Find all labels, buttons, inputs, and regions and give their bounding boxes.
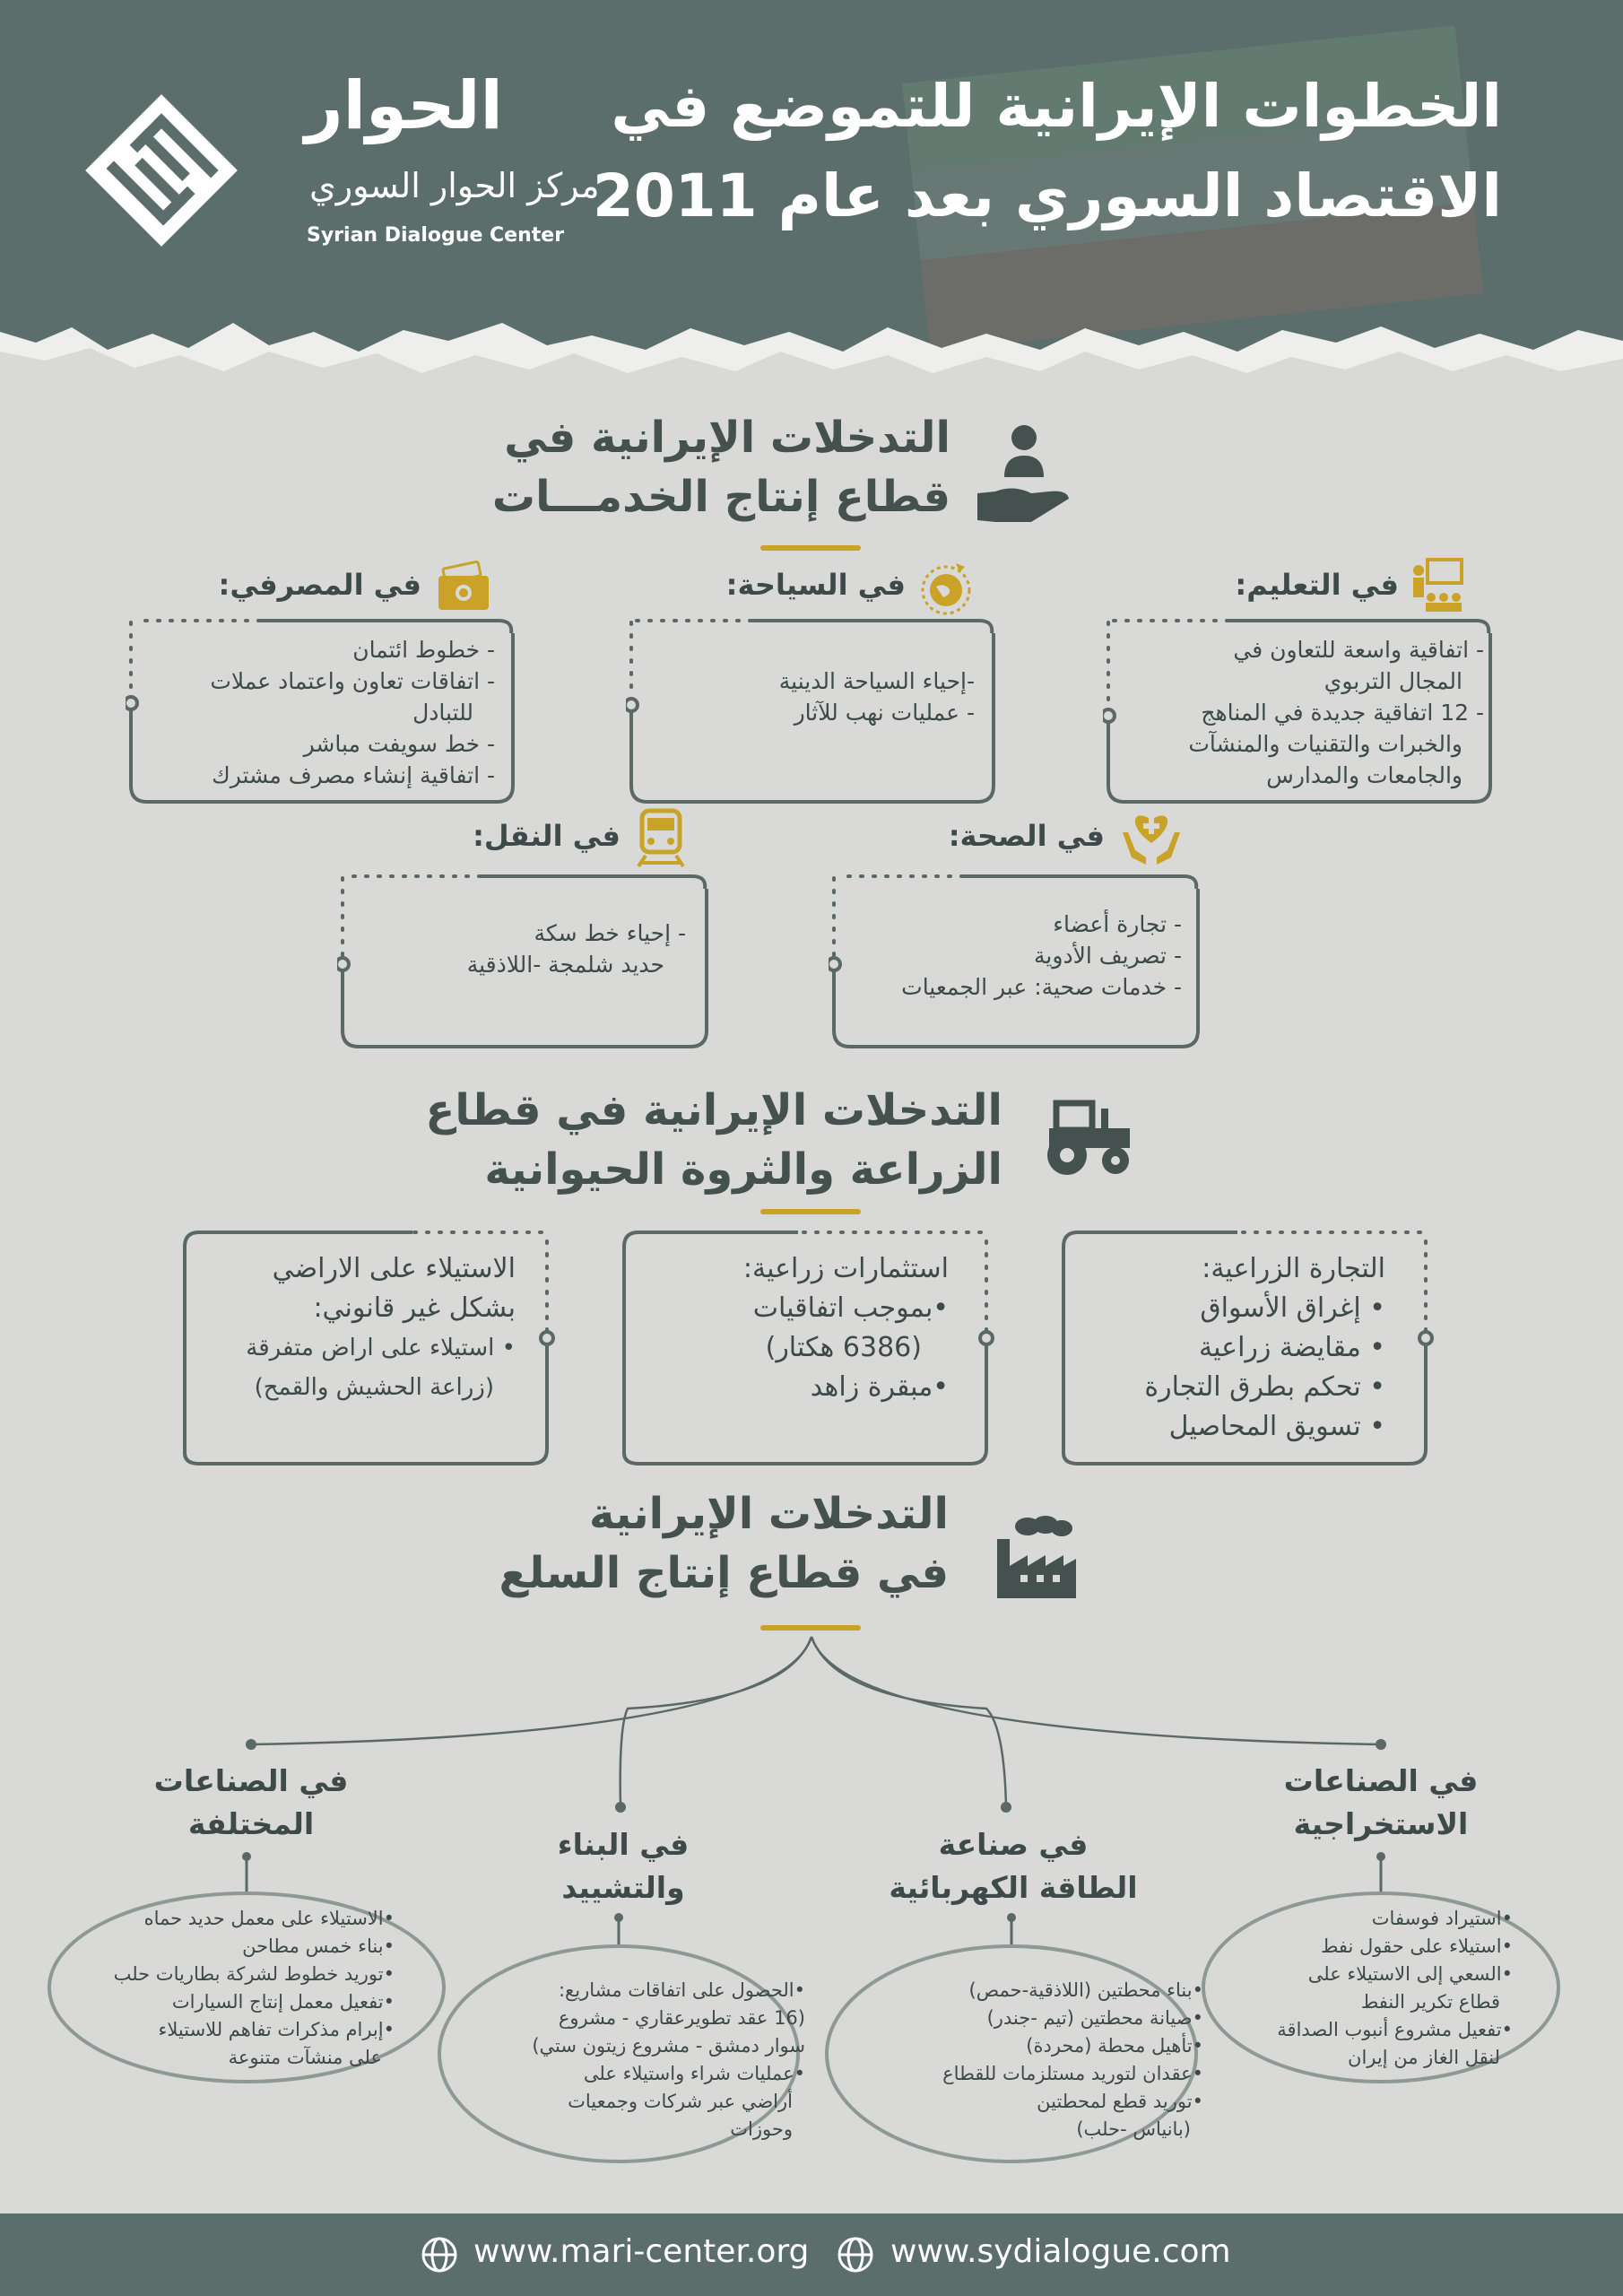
industry-title-line: الطاقة الكهربائية	[889, 1870, 1138, 1905]
industry-title-line: في البناء	[557, 1827, 690, 1862]
electric-item: •بناء محطتين (اللاذقية-حمص)	[968, 1979, 1203, 2001]
various-item: •بناء خمس مطاحن	[242, 1935, 395, 1957]
cat-title-education: في التعليم:	[1235, 568, 1399, 602]
industry-title-line: الاستخراجية	[1293, 1806, 1469, 1841]
tourism-item: - عمليات نهب للآثار	[794, 700, 975, 726]
banking-item: - خط سويفت مباشر	[303, 731, 495, 757]
globe-icon	[420, 2235, 459, 2274]
cat-title-tourism: في السياحة:	[725, 568, 906, 602]
brand-center-name: مركز الحوار السوري	[309, 166, 600, 205]
globe-plane-icon	[916, 558, 976, 617]
extractive-item: •استيلاء على حقول نفط	[1320, 1935, 1513, 1957]
industry-title-line: في الصناعات	[1283, 1763, 1479, 1798]
electric-item: •توريد قطع لمحطتين	[1037, 2091, 1203, 2112]
industry-title-line: المختلفة	[187, 1806, 315, 1841]
transport-item: حديد شلمجة -اللاذقية	[466, 952, 664, 978]
extractive-item: •استيراد فوسفات	[1371, 1908, 1513, 1929]
electric-item: •صيانة محطتين (تيم -جندر)	[986, 2007, 1203, 2029]
mari-kufic-logo-icon	[72, 81, 251, 260]
health-item: - تصريف الأدوية	[1034, 943, 1182, 969]
agri-investment-title: استثمارات زراعية:	[742, 1253, 949, 1284]
construction-item: •الحصول على اتفاقات مشاريع:	[558, 1979, 805, 2001]
education-item: المجال التربوي	[1324, 668, 1462, 694]
cat-title-health: في الصحة:	[948, 819, 1105, 853]
electric-item: (بانياس -حلب)	[1076, 2118, 1191, 2140]
banking-item: - اتفاقية إنشاء مصرف مشترك	[212, 762, 495, 788]
train-icon	[637, 807, 685, 868]
industry-title-line: في صناعة	[938, 1827, 1089, 1862]
education-item: - 12 اتفاقية جديدة في المناهج	[1201, 700, 1484, 726]
extractive-item: لنقل الغاز من إيران	[1348, 2047, 1500, 2068]
various-item: •تفعيل معمل إنتاج السيارات	[171, 1991, 395, 2013]
agriculture-section-title	[426, 1081, 1002, 1199]
main-title-line2	[593, 161, 1502, 230]
goods-title-line2: في قطاع إنتاج السلع	[499, 1548, 949, 1598]
agri-land-item: • استيلاء على اراض متفرقة	[246, 1335, 516, 1361]
globe-icon	[836, 2235, 875, 2274]
oval-text-electric	[942, 1977, 1203, 2144]
agriculture-gold-divider	[760, 1209, 861, 1214]
oval-text-construction	[532, 1977, 805, 2144]
banking-item: - خطوط ائتمان	[352, 637, 495, 663]
footer-link-mari[interactable]: www.mari-center.org	[473, 2233, 810, 2270]
box-text-tourism	[779, 665, 975, 728]
main-title-line1: الخطوات الإيرانية للتموضع في	[611, 72, 1502, 141]
agri-land-title: بشكل غير قانوني:	[313, 1292, 516, 1324]
industry-title-line: والتشييد	[561, 1870, 685, 1905]
health-item: - خدمات صحية: عبر الجمعيات	[901, 974, 1182, 1000]
agri-investment-item: •مبقرة زاهد	[810, 1371, 949, 1403]
banking-item: للتبادل	[412, 700, 473, 726]
tourism-item: -إحياء السياحة الدينية	[778, 668, 975, 694]
box-text-agri-investment	[743, 1249, 949, 1407]
industry-title-line: في الصناعات	[153, 1763, 349, 1798]
industry-title-various	[135, 1760, 368, 1846]
services-title-line2: قطاع إنتاج الخدمـــات	[491, 472, 950, 522]
main-title-rest: بعد عام 2011	[592, 161, 994, 230]
agri-trade-title: التجارة الزراعية:	[1202, 1253, 1385, 1284]
various-item: •إبرام مذكرات تفاهم للاستيلاء	[158, 2019, 395, 2040]
agri-trade-item: • تحكم بطرق التجارة	[1144, 1371, 1385, 1403]
education-item: - اتفاقية واسعة للتعاون في	[1233, 637, 1484, 663]
heart-hands-icon	[1119, 805, 1184, 868]
construction-item: سوار دمشق - مشروع زيتون ستي)	[532, 2035, 805, 2057]
agriculture-title-line1: التدخلات الإيرانية في قطاع	[425, 1085, 1002, 1135]
box-text-health	[901, 909, 1182, 1003]
agri-investment-item: •بموجب اتفاقيات	[752, 1292, 949, 1324]
goods-section-title	[499, 1484, 949, 1603]
agri-trade-item: • إغراق الأسواق	[1200, 1292, 1385, 1324]
factory-icon	[990, 1516, 1080, 1601]
construction-item: أراضي عبر شركات وجمعيات	[568, 2091, 793, 2112]
agri-land-title: الاستيلاء على الاراضي	[272, 1253, 516, 1284]
box-text-agri-trade	[1144, 1249, 1385, 1447]
goods-title-line1: التدخلات الإيرانية	[588, 1489, 949, 1539]
various-item: على منشآت متنوعة	[228, 2047, 382, 2068]
services-title-line1: التدخلات الإيرانية في	[504, 413, 950, 463]
extractive-item: •تفعيل مشروع أنبوب الصداقة	[1277, 2019, 1513, 2040]
tractor-icon	[1040, 1096, 1134, 1181]
torn-paper-edge	[0, 296, 1623, 395]
brand-name-ar: الحوار	[305, 67, 503, 144]
box-text-agri-land	[246, 1249, 516, 1407]
cat-title-transport: في النقل:	[473, 819, 621, 853]
services-gold-divider	[760, 545, 861, 551]
transport-item: - إحياء خط سكة	[534, 920, 686, 946]
various-item: •الاستيلاء على معمل حديد حماه	[143, 1908, 395, 1929]
education-item: والخبرات والتقنيات والمنشآت	[1188, 731, 1462, 757]
oval-text-extractive	[1277, 1905, 1513, 2072]
construction-item: (16 عقد تطويرعقاري - مشروع	[558, 2007, 805, 2029]
teacher-board-icon	[1408, 556, 1467, 615]
industry-title-extractive	[1264, 1760, 1497, 1846]
cat-title-banking: في المصرفي:	[218, 568, 421, 602]
health-item: - تجارة أعضاء	[1053, 911, 1182, 937]
agri-trade-item: • مقايضة زراعية	[1199, 1332, 1385, 1363]
extractive-item: •السعي إلى الاستيلاء على	[1307, 1963, 1513, 1985]
agri-investment-item: (6386 هكتار)	[765, 1332, 922, 1363]
money-wallet-icon	[435, 558, 492, 613]
oval-text-various	[114, 1905, 395, 2072]
construction-item: وحوزات	[730, 2118, 793, 2140]
box-text-transport	[467, 918, 686, 980]
various-item: •توريد خطوط لشركة بطاريات حلب	[113, 1963, 395, 1985]
main-title-highlight: الاقتصاد السوري	[1014, 161, 1502, 230]
services-section-title	[492, 408, 950, 526]
agri-trade-item: • تسويق المحاصيل	[1168, 1411, 1385, 1442]
agriculture-title-line2: الزراعة والثروة الحيوانية	[484, 1144, 1002, 1195]
brand-name-en: Syrian Dialogue Center	[307, 224, 565, 247]
banking-item: - اتفاقات تعاون واعتماد عملات	[210, 668, 495, 694]
hand-person-icon	[968, 422, 1076, 534]
footer-link-sydialogue[interactable]: www.sydialogue.com	[890, 2233, 1231, 2270]
electric-item: •عقدان لتوريد مستلزمات للقطاع	[942, 2063, 1203, 2084]
footer-bar	[0, 2213, 1623, 2296]
box-text-banking	[210, 634, 495, 791]
education-item: والجامعات والمدارس	[1266, 762, 1462, 788]
extractive-item: قطاع تكرير النفط	[1360, 1991, 1500, 2013]
construction-item: •عمليات شراء واستيلاء على	[583, 2063, 805, 2084]
electric-item: •تأهيل محطة (محردة)	[1026, 2035, 1203, 2057]
box-text-education	[1188, 634, 1484, 791]
agri-land-item: (زراعة الحشيش والقمح)	[254, 1374, 494, 1401]
